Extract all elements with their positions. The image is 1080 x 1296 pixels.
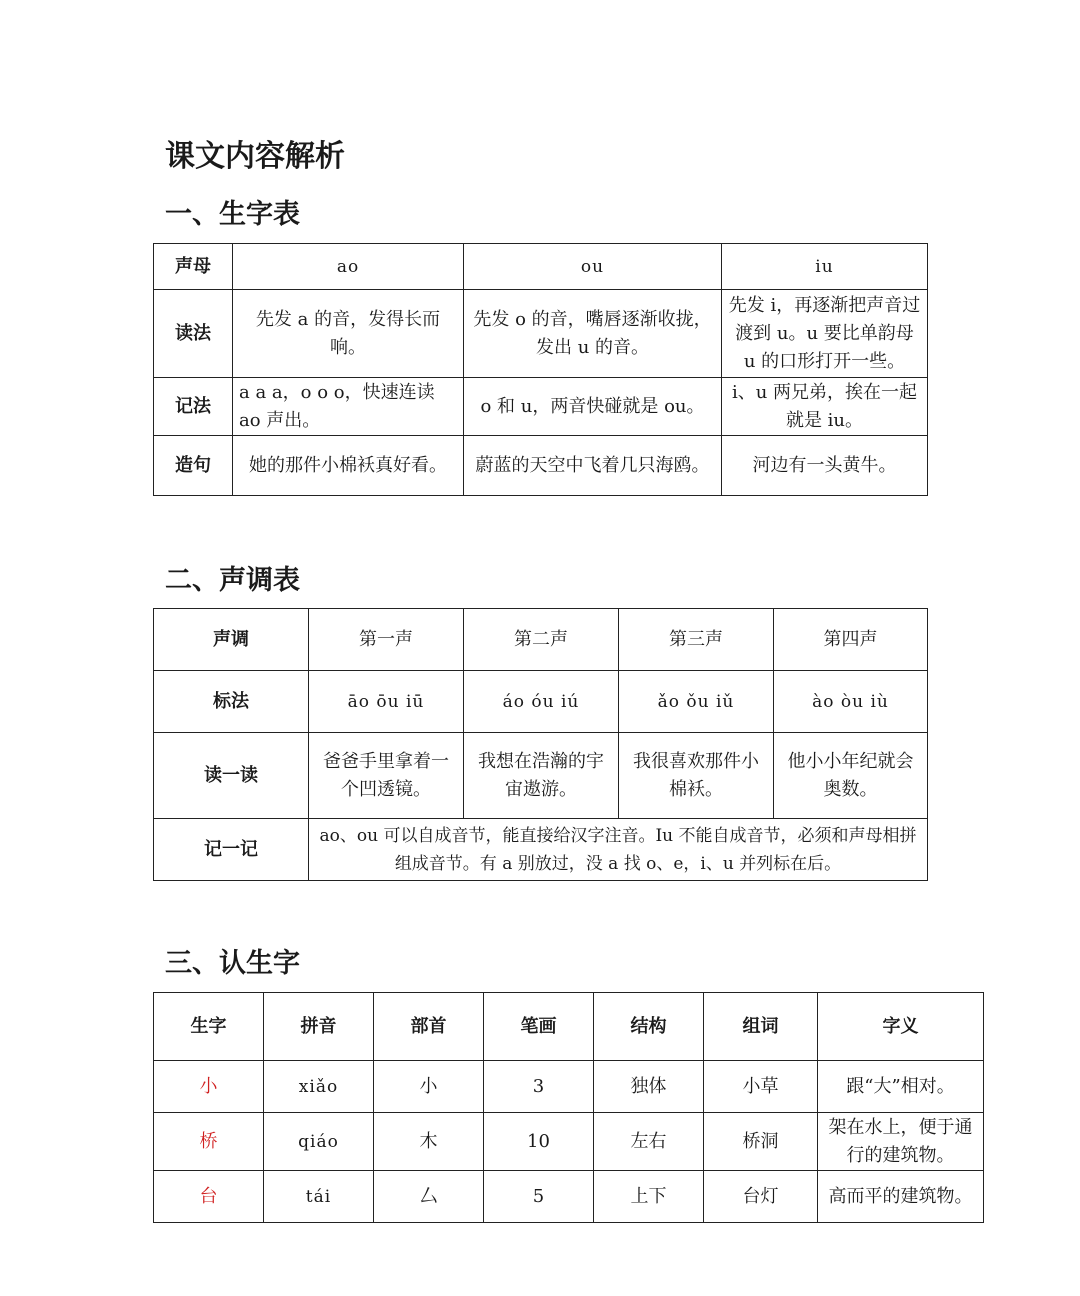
initials-table <box>153 243 928 496</box>
row-label: 标法 <box>154 671 309 733</box>
table-cell: 她的那件小棉袄真好看。 <box>233 436 464 496</box>
stroke-count-cell: 10 <box>484 1113 594 1171</box>
table-header-cell: 组词 <box>704 993 818 1061</box>
pinyin-cell: qiáo <box>264 1113 374 1171</box>
table-header-cell: 拼音 <box>264 993 374 1061</box>
character-cell: 桥 <box>154 1113 264 1171</box>
section-heading-3: 三、认生字 <box>165 948 300 979</box>
table-cell: āo ōu iū <box>309 671 464 733</box>
table-header-cell: ou <box>464 244 722 290</box>
table-row <box>154 1113 984 1171</box>
table-header-cell: ao <box>233 244 464 290</box>
stroke-count-cell: 3 <box>484 1061 594 1113</box>
table-row <box>154 671 928 733</box>
radical-cell: 厶 <box>374 1171 484 1223</box>
page-title: 课文内容解析 <box>165 139 345 174</box>
table-cell: ào òu iù <box>774 671 928 733</box>
table-header-cell: 生字 <box>154 993 264 1061</box>
meaning-cell: 跟“大”相对。 <box>818 1061 984 1113</box>
table-cell: a a a，o o o，快速连读 ao 声出。 <box>233 378 464 436</box>
table-header-cell: 字义 <box>818 993 984 1061</box>
table-cell: o 和 u，两音快碰就是 ou。 <box>464 378 722 436</box>
row-label: 记一记 <box>154 819 309 881</box>
table-header-cell: 第二声 <box>464 609 619 671</box>
table-header-cell: 声调 <box>154 609 309 671</box>
meaning-cell: 架在水上，便于通行的建筑物。 <box>818 1113 984 1171</box>
table-cell: 我想在浩瀚的宇宙遨游。 <box>464 733 619 819</box>
structure-cell: 独体 <box>594 1061 704 1113</box>
word-cell: 小草 <box>704 1061 818 1113</box>
table-cell: áo óu iú <box>464 671 619 733</box>
table-row <box>154 993 984 1061</box>
table-cell: i、u 两兄弟，挨在一起就是 iu。 <box>722 378 928 436</box>
table-header-cell: 部首 <box>374 993 484 1061</box>
table-header-cell: 声母 <box>154 244 233 290</box>
radical-cell: 小 <box>374 1061 484 1113</box>
table-header-cell: iu <box>722 244 928 290</box>
row-label: 读一读 <box>154 733 309 819</box>
word-cell: 桥洞 <box>704 1113 818 1171</box>
table-row <box>154 290 928 378</box>
table-row <box>154 733 928 819</box>
radical-cell: 木 <box>374 1113 484 1171</box>
stroke-count-cell: 5 <box>484 1171 594 1223</box>
structure-cell: 左右 <box>594 1113 704 1171</box>
table-cell: ǎo ǒu iǔ <box>619 671 774 733</box>
table-row <box>154 436 928 496</box>
table-cell: 先发 a 的音，发得长而响。 <box>233 290 464 378</box>
row-label: 读法 <box>154 290 233 378</box>
meaning-cell: 高而平的建筑物。 <box>818 1171 984 1223</box>
character-cell: 小 <box>154 1061 264 1113</box>
table-cell: 蔚蓝的天空中飞着几只海鸥。 <box>464 436 722 496</box>
table-cell: 先发 o 的音，嘴唇逐渐收拢，发出 u 的音。 <box>464 290 722 378</box>
table-header-cell: 第四声 <box>774 609 928 671</box>
section-heading-2: 二、声调表 <box>165 565 300 596</box>
table-row <box>154 1171 984 1223</box>
table-header-cell: 笔画 <box>484 993 594 1061</box>
structure-cell: 上下 <box>594 1171 704 1223</box>
characters-table <box>153 992 984 1223</box>
table-row <box>154 378 928 436</box>
table-row <box>154 1061 984 1113</box>
section-heading-1: 一、生字表 <box>165 199 300 230</box>
row-label: 造句 <box>154 436 233 496</box>
table-cell: 爸爸手里拿着一个凹透镜。 <box>309 733 464 819</box>
table-cell: 他小小年纪就会奥数。 <box>774 733 928 819</box>
table-row <box>154 609 928 671</box>
row-label: 记法 <box>154 378 233 436</box>
table-header-cell: 结构 <box>594 993 704 1061</box>
table-cell: ao、ou 可以自成音节，能直接给汉字注音。Iu 不能自成音节，必须和声母相拼组成音节。有 a 别放过，没 a 找 o、e，i、u 并列标在后。 <box>309 819 928 881</box>
table-row <box>154 819 928 881</box>
character-cell: 台 <box>154 1171 264 1223</box>
tone-table <box>153 608 928 881</box>
table-cell: 河边有一头黄牛。 <box>722 436 928 496</box>
table-cell: 先发 i，再逐渐把声音过渡到 u。u 要比单韵母 u 的口形打开一些。 <box>722 290 928 378</box>
table-row <box>154 244 928 290</box>
table-header-cell: 第三声 <box>619 609 774 671</box>
pinyin-cell: xiǎo <box>264 1061 374 1113</box>
pinyin-cell: tái <box>264 1171 374 1223</box>
table-cell: 我很喜欢那件小棉袄。 <box>619 733 774 819</box>
table-header-cell: 第一声 <box>309 609 464 671</box>
word-cell: 台灯 <box>704 1171 818 1223</box>
